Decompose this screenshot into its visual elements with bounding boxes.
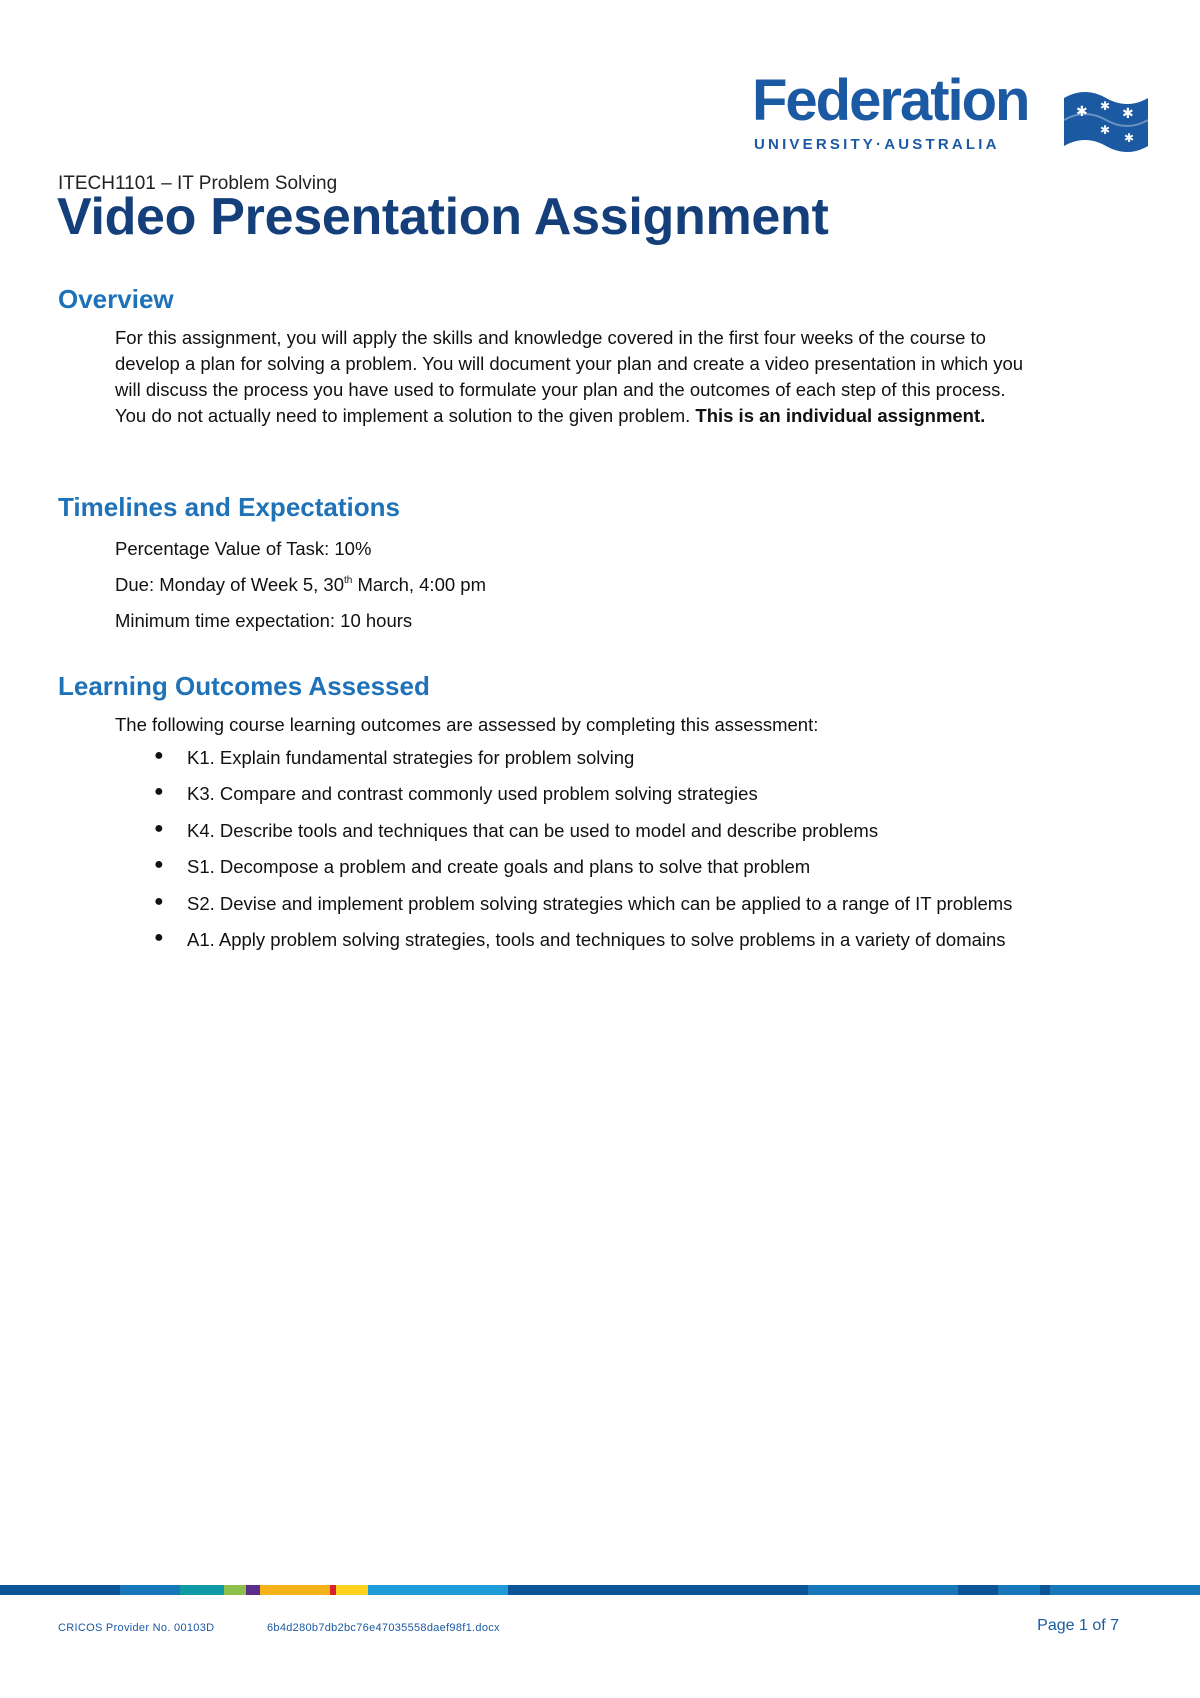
page-number: Page 1 of 7: [1037, 1617, 1119, 1634]
stripe-segment: [224, 1585, 246, 1595]
percentage-value: Percentage Value of Task: 10%: [115, 538, 372, 559]
list-item: [150, 783, 1012, 819]
learning-outcomes-intro: The following course learning outcomes are assessed by completing this assessment:: [115, 714, 819, 735]
outcome-text: A1. Apply problem solving strategies, tools and techniques to solve problems in a variety of domains: [187, 928, 1006, 950]
document-filename: 6b4d280b7db2bc76e47035558daef98f1.docx: [267, 1622, 500, 1634]
svg-text:✱: ✱: [1100, 123, 1111, 137]
bullet-icon: ●: [154, 747, 164, 764]
logo-subtitle: UNIVERSITY·AUSTRALIA: [754, 136, 1000, 153]
stripe-segment: [1040, 1585, 1050, 1595]
learning-outcomes-list: [150, 747, 1012, 965]
bullet-icon: ●: [154, 928, 164, 946]
list-item: [150, 893, 1012, 929]
stripe-segment: [998, 1585, 1040, 1595]
minimum-time: Minimum time expectation: 10 hours: [115, 610, 413, 631]
outcome-text: S1. Decompose a problem and create goals and plans to solve that problem: [187, 856, 811, 878]
stripe-segment: [808, 1585, 958, 1595]
bullet-icon: ●: [154, 783, 164, 801]
timelines-heading: Timelines and Expectations: [58, 492, 400, 522]
stripe-segment: [180, 1585, 224, 1595]
bullet-icon: ●: [154, 892, 164, 910]
stripe-segment: [508, 1585, 808, 1595]
flag-emblem-icon: [1064, 86, 1148, 158]
stripe-segment: [260, 1585, 330, 1595]
list-item: [150, 747, 1012, 783]
outcome-text: S2. Devise and implement problem solving strategies which can be applied to a range of IT problems: [187, 892, 1013, 914]
bullet-icon: ●: [154, 819, 164, 837]
svg-text:✱: ✱: [1124, 131, 1135, 145]
logo-wordmark: Federation: [752, 68, 1029, 133]
stripe-segment: [120, 1585, 180, 1595]
svg-text:✱: ✱: [1100, 99, 1111, 113]
due-date: [115, 576, 486, 595]
stripe-segment: [1050, 1585, 1200, 1595]
stripe-segment: [0, 1585, 120, 1595]
outcome-text: K3. Compare and contrast commonly used problem solving strategies: [187, 783, 758, 805]
federation-university-logo: [752, 68, 1152, 158]
stripe-segment: [368, 1585, 508, 1595]
course-code: ITECH1101 – IT Problem Solving: [58, 173, 338, 194]
list-item: [150, 820, 1012, 856]
cricos-provider: CRICOS Provider No. 00103D: [58, 1622, 215, 1634]
overview-heading: Overview: [58, 284, 174, 314]
svg-text:✱: ✱: [1076, 104, 1088, 120]
svg-text:✱: ✱: [1122, 106, 1134, 122]
stripe-segment: [336, 1585, 368, 1595]
overview-paragraph: [115, 325, 1035, 429]
stripe-segment: [246, 1585, 260, 1595]
outcome-text: K4. Describe tools and techniques that can be used to model and describe problems: [187, 819, 879, 841]
stripe-segment: [958, 1585, 998, 1595]
due-date-prefix: Due: Monday of Week 5, 30: [115, 574, 344, 595]
footer-color-stripe: [0, 1585, 1200, 1595]
due-date-suffix: March, 4:00 pm: [352, 574, 486, 595]
list-item: [150, 929, 1012, 965]
list-item: [150, 856, 1012, 892]
due-date-ordinal: th: [343, 575, 353, 586]
overview-bold-text: This is an individual assignment.: [695, 405, 986, 426]
outcome-text: K1. Explain fundamental strategies for problem solving: [187, 747, 635, 768]
bullet-icon: ●: [154, 856, 164, 874]
document-title: Video Presentation Assignment: [57, 188, 829, 246]
learning-outcomes-heading: Learning Outcomes Assessed: [58, 671, 430, 701]
overview-text: For this assignment, you will apply the skills and knowledge covered in the first four weeks of the course to develop a plan for solving a problem. You will document your plan and create a video presentation in which you will discuss the process you have used to formulate your plan and the outcomes of each step of this process. You do not actually need to implement a solution to the given problem.: [115, 327, 1024, 426]
